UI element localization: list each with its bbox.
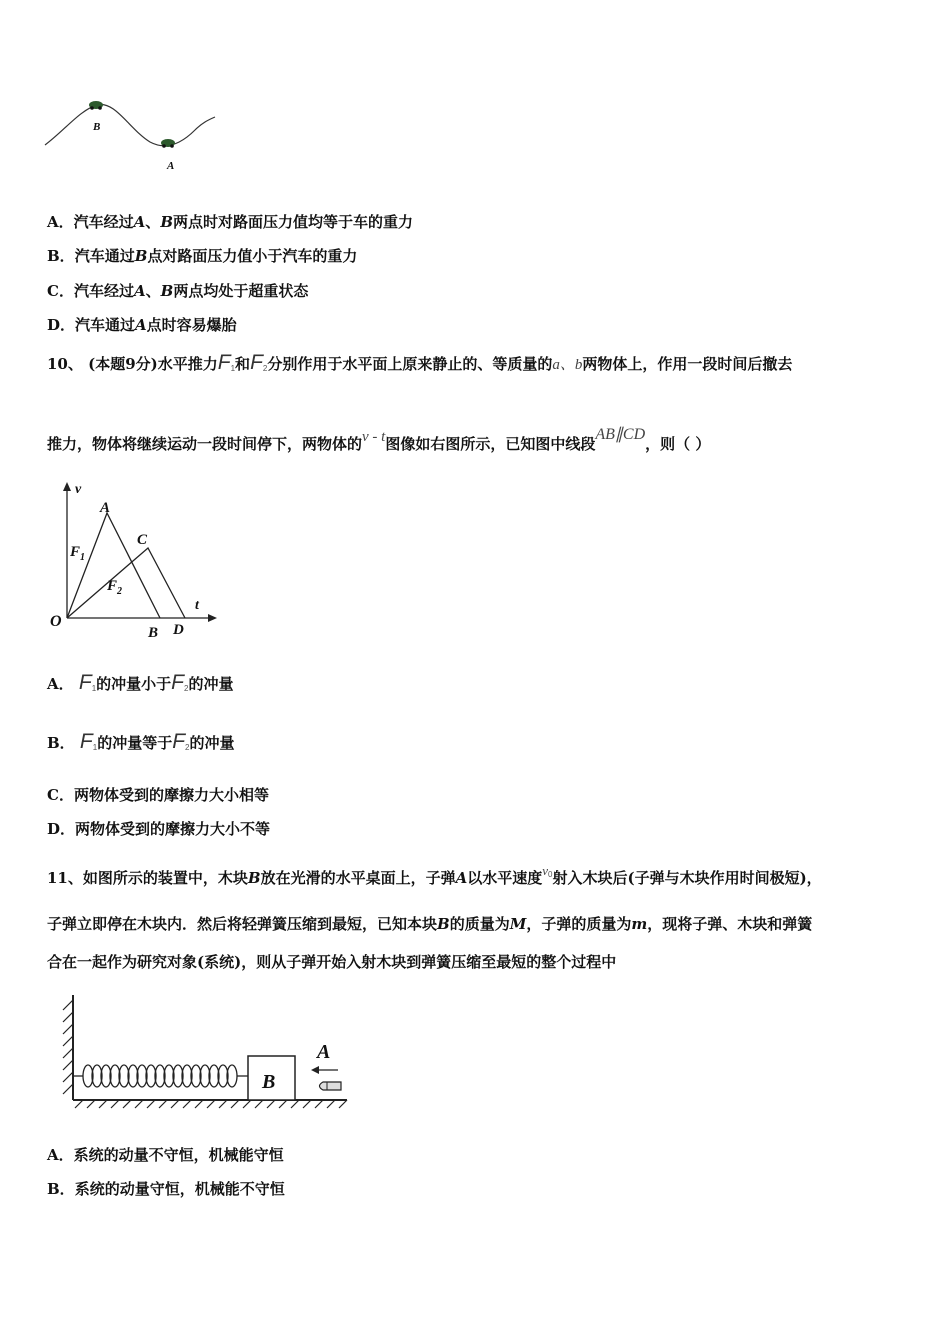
- vt-label-f2: $F_2$: [107, 578, 123, 597]
- q9-option-b: B．汽车通过B点对路面压力值小于汽车的重力: [47, 247, 358, 265]
- q11-option-b: B．系统的动量守恒，机械能不守恒: [47, 1180, 285, 1198]
- q9-option-c: C．汽车经过A、B两点均处于超重状态: [47, 282, 309, 300]
- floor-hatching: [75, 1100, 347, 1108]
- velocity-arrow-icon: [311, 1066, 338, 1074]
- vt-graph: [45, 478, 225, 643]
- vt-label-a: A: [100, 500, 111, 516]
- q10-option-a: A． $F_1$的冲量小于$F_2$的冲量: [47, 671, 234, 694]
- road-curve: [45, 104, 215, 145]
- q10-stem-line1: 10、 (本题9分)水平推力$F_1$和$F_2$分别作用于水平面上原来静止的、等质量的a、b两物体上，作用一段时间后撤去: [47, 351, 793, 374]
- vt-label-f1: $F_1$: [70, 544, 86, 563]
- vt-label-t: t: [195, 598, 199, 613]
- bullet-icon: [320, 1082, 342, 1090]
- vt-label-d: D: [173, 622, 184, 638]
- q9-option-a: A．汽车经过A、B两点时对路面压力值均等于车的重力: [47, 213, 414, 231]
- car-a-icon: [161, 139, 175, 148]
- q11-option-a: A．系统的动量不守恒，机械能守恒: [47, 1146, 284, 1164]
- vt-label-v: v: [75, 482, 82, 497]
- q11-stem-line1: 11、如图所示的装置中，木块B放在光滑的水平桌面上，子弹A以水平速度$v^0$射入木块后(子弹与木块作用时间极短)，: [47, 863, 822, 887]
- road-figure: [40, 90, 230, 180]
- road-label-a: A: [167, 160, 175, 172]
- bullet-label-a: A: [317, 1041, 331, 1063]
- q10-option-d: D．两物体受到的摩擦力大小不等: [47, 820, 271, 838]
- wall-hatching: [63, 1000, 73, 1094]
- vt-label-c: C: [137, 532, 148, 548]
- car-b-icon: [89, 101, 103, 110]
- vt-label-o: O: [50, 613, 62, 630]
- road-label-b: B: [93, 121, 101, 133]
- q11-stem-line2: 子弹立即停在木块内．然后将轻弹簧压缩到最短，已知本块B的质量为M，子弹的质量为m，现将子弹、木块和弹簧: [47, 915, 813, 933]
- spring: [73, 1065, 248, 1087]
- q10-option-c: C．两物体受到的摩擦力大小相等: [47, 786, 269, 804]
- q9-option-d: D．汽车通过A点时容易爆胎: [47, 316, 237, 334]
- q11-stem-line3: 合在一起作为研究对象(系统)，则从子弹开始入射木块到弹簧压缩至最短的整个过程中: [47, 953, 617, 971]
- vt-t-arrow: [208, 614, 217, 622]
- q10-option-b: B． $F_1$的冲量等于$F_2$的冲量: [47, 730, 235, 753]
- vt-line-f1: [67, 513, 160, 618]
- vt-label-b: B: [148, 625, 159, 641]
- q10-stem-line2: 推力，物体将继续运动一段时间停下，两物体的v - t图像如右图所示，已知图中线段AB∥CD，则（ ）: [47, 426, 711, 453]
- vt-v-arrow: [63, 482, 71, 491]
- spring-figure: [55, 990, 355, 1115]
- block-label-b: B: [262, 1071, 276, 1093]
